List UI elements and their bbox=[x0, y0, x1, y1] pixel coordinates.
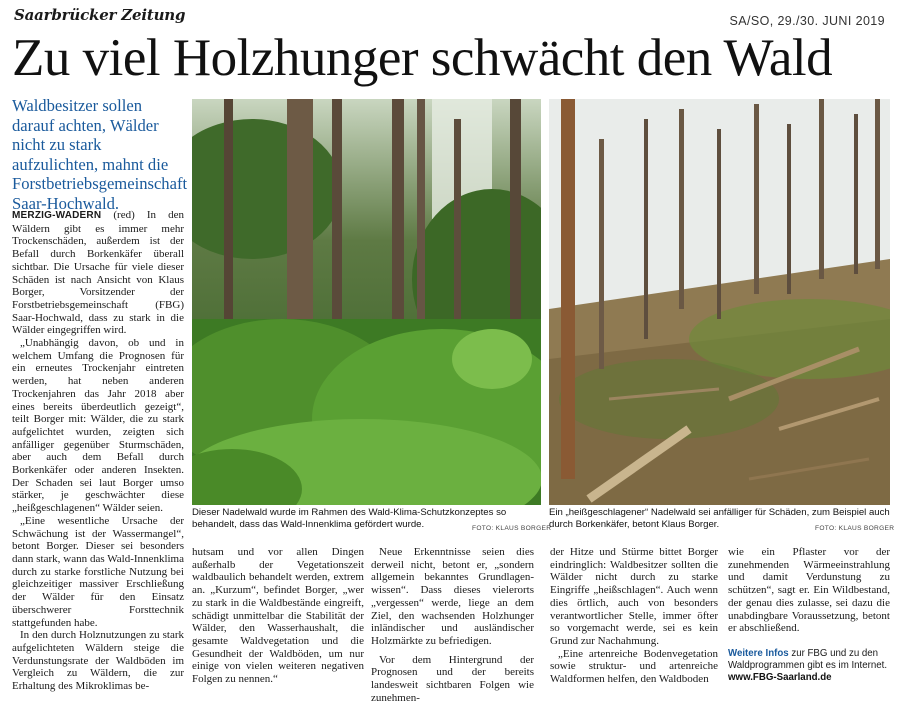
article-subheadline: Waldbesitzer sollen darauf achten, Wälder nicht zu stark aufzulichten, mahnt die Forstbetriebsgemeinschaft Saar-Hochwald. bbox=[12, 96, 188, 213]
newspaper-masthead: Saarbrücker Zeitung bbox=[14, 6, 186, 24]
photo-caption-2: Ein „heißgeschlagener“ Nadelwald sei anfälliger für Schäden, zum Beispiel auch durch Borkenkäfer, betont Klaus Borger. bbox=[549, 507, 890, 530]
issue-date: SA/SO, 29./30. JUNI 2019 bbox=[729, 14, 885, 28]
article-column-4 bbox=[550, 546, 718, 686]
info-lead: Weitere Infos bbox=[728, 648, 789, 659]
dateline-location: MERZIG-WADERN bbox=[12, 210, 102, 221]
paragraph-text: (red) In den Wäldern gibt es immer mehr Trockenschäden, außerdem ist der Befall durch Borkenkäfer überall sichtbar. Die Ursache für viele dieser Schäden ist nach Ansicht von Klaus Borger, Vorsitzender der Forstbetriebsgemeinschaft (FBG) Saar-Hochwald, dass zu stark in die Wälder eingegriffen wird. bbox=[12, 209, 185, 337]
paragraph: In den durch Holznutzungen zu stark aufgelichteten Wäldern steige die Verdunstungsrate der Waldböden im Vergleich zu Wäldern, die zur Erhaltung des Mikroklimas be- bbox=[12, 629, 184, 693]
forest-photo-thinned-image bbox=[549, 99, 890, 505]
photo-credit-1: FOTO: KLAUS BORGER bbox=[472, 525, 552, 532]
website-link[interactable]: www.FBG-Saarland.de bbox=[728, 672, 832, 683]
article-column-3 bbox=[371, 546, 534, 704]
forest-photo-green-image bbox=[192, 99, 541, 505]
paragraph bbox=[12, 209, 184, 337]
paragraph: Vor dem Hintergrund der Prognosen und der bereits landesweit sichtbaren Folgen wie zunehmen- bbox=[371, 653, 534, 704]
paragraph: Neue Erkenntnisse seien dies derweil nicht, betont er, „sondern allgemein bekanntes Grundlagen-wissen“. Dass dieses vielerorts „vergessen“ werde, liege an dem Ziel, den wachsenden Holzhunger inländischer und ausländischer Holzmärkte zu befriedigen. bbox=[371, 546, 534, 647]
photo-caption-1: Dieser Nadelwald wurde im Rahmen des Wald-Klima-Schutzkonzeptes so behandelt, dass das Wald-Innenklima gefördert wurde. bbox=[192, 507, 507, 530]
paragraph: „Unabhängig davon, ob und in welchem Umfang die Prognosen für ein erneutes Trockenjahr eintreten werden, hat neben anderen Trockenjahren das Jahr 2018 aber eines bereits überdeutlich gezeigt“, teilt Borger mit: Wälder, die zu stark aufgelichtet wurden, zeigten sich anfälliger gegenüber Sturmschäden, aber auch dem Befall durch Borkenkäfer oder anderen Insekten. Der Schaden sei laut Borger umso stärker, je geschwächter diese „heißgeschlagenen“ Wälder seien. bbox=[12, 337, 184, 515]
info-text: zur FBG und zu den Waldprogrammen gibt es im Internet. bbox=[728, 648, 888, 671]
article-column-1 bbox=[12, 209, 184, 693]
paragraph: wie ein Pflaster vor der zunehmenden Wärmeeinstrahlung und damit Verdunstung zu schützen“, sagt er. Ein Wildbestand, der genau dies zulasse, sei dazu die unabdingbare Voraussetzung, betont er abschließend. bbox=[728, 546, 890, 635]
article-column-5 bbox=[728, 546, 890, 635]
forest-photo-green bbox=[192, 99, 541, 505]
forest-photo-thinned bbox=[549, 99, 890, 505]
paragraph: „Eine artenreiche Bodenvegetation sowie struktur- und artenreiche Waldformen helfen, den Waldboden bbox=[550, 647, 718, 686]
photo-credit-2: FOTO: KLAUS BORGER bbox=[815, 525, 895, 532]
paragraph: der Hitze und Stürme bittet Borger eindringlich: Waldbesitzer sollten die Wälder nicht durch zu starke Eingriffe „heißschlagen“. Auch wenn dies örtlich, auch von besonders verantwortlicher Stelle, immer öfter so vorgemacht werde, sei es kein Grund zur Nachahmung. bbox=[550, 546, 718, 647]
info-box bbox=[728, 648, 890, 684]
paragraph: „Eine wesentliche Ursache der Schwächung ist der Wassermangel“, betont Borger. Dieser sei besonders dann stark, wann das Wald-Innenklima durch zu starke forstliche Nutzung bei gleichzeitiger massiver Erschließung der Wälder für den Einsatz überschwerer Forsttechnik stattgefunden habe. bbox=[12, 514, 184, 629]
paragraph: hutsam und vor allen Dingen außerhalb der Vegetationszeit waldbaulich behandelt werden, extrem an. „Kurzum“, befindet Borger, „wer zu stark in die Waldbestände eingreift, schädigt unmittelbar die Stabilität der Wälder, den Wasserhaushalt, die gesamte Waldvegetation und die Gesundheit der Waldböden, um nur einige von vielen weiteren negativen Folgen zu nennen.“ bbox=[192, 546, 364, 686]
article-column-2 bbox=[192, 546, 364, 686]
article-headline: Zu viel Holzhunger schwächt den Wald bbox=[12, 29, 833, 87]
